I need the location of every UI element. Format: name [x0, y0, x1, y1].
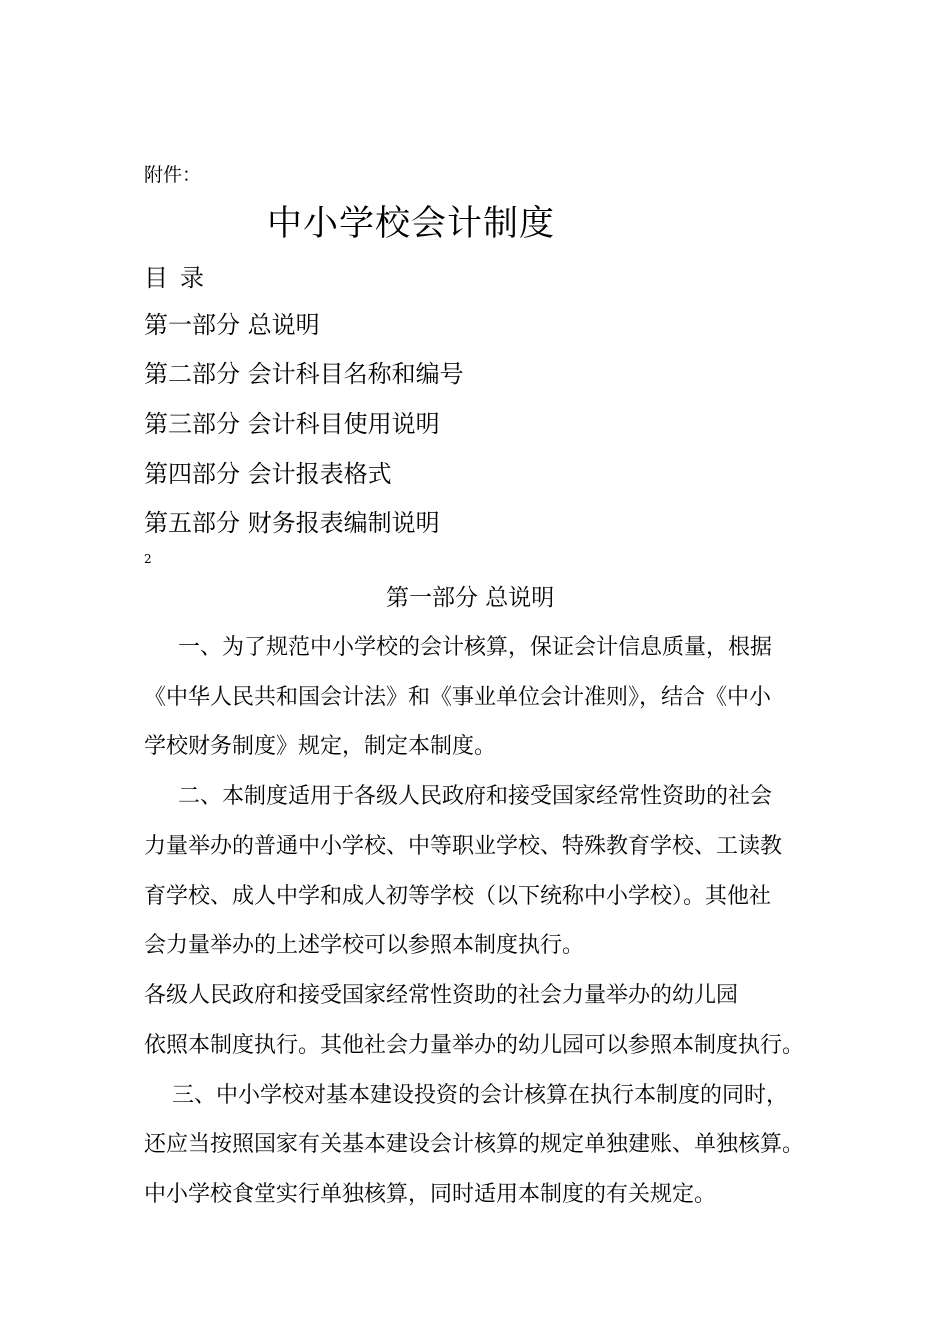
toc-item: 第四部分 会计报表格式 [144, 460, 392, 488]
toc-item: 第五部分 财务报表编制说明 [144, 509, 440, 537]
toc-item: 第二部分 会计科目名称和编号 [144, 360, 464, 388]
toc-item: 第一部分 总说明 [144, 311, 320, 339]
section-title: 第一部分 总说明 [386, 585, 555, 611]
body-line: 各级人民政府和接受国家经常性资助的社会力量举办的幼儿园 [144, 983, 739, 1008]
body-line: 力量举办的普通中小学校、中等职业学校、特殊教育学校、工读教 [144, 834, 783, 859]
toc-heading: 目录 [144, 264, 216, 292]
body-line: 育学校、成人中学和成人初等学校（以下统称中小学校）。其他社 [144, 884, 772, 909]
page-number: 2 [144, 552, 152, 566]
toc-item: 第三部分 会计科目使用说明 [144, 410, 440, 438]
body-line: 依照本制度执行。其他社会力量举办的幼儿园可以参照本制度执行。 [144, 1033, 805, 1058]
body-line: 学校财务制度》规定，制定本制度。 [144, 734, 497, 759]
body-line: 三、中小学校对基本建设投资的会计核算在执行本制度的同时， [172, 1083, 789, 1108]
body-line: 会力量举办的上述学校可以参照本制度执行。 [144, 933, 585, 958]
body-line: 《中华人民共和国会计法》和《事业单位会计准则》，结合《中小 [144, 685, 772, 710]
body-line: 还应当按照国家有关基本建设会计核算的规定单独建账、单独核算。 [144, 1132, 805, 1157]
attachment-label: 附件： [144, 164, 202, 186]
body-line: 一、为了规范中小学校的会计核算，保证会计信息质量，根据 [178, 635, 773, 660]
body-line: 中小学校食堂实行单独核算，同时适用本制度的有关规定。 [144, 1182, 717, 1207]
document-title: 中小学校会计制度 [267, 204, 556, 244]
body-line: 二、本制度适用于各级人民政府和接受国家经常性资助的社会 [178, 784, 773, 809]
